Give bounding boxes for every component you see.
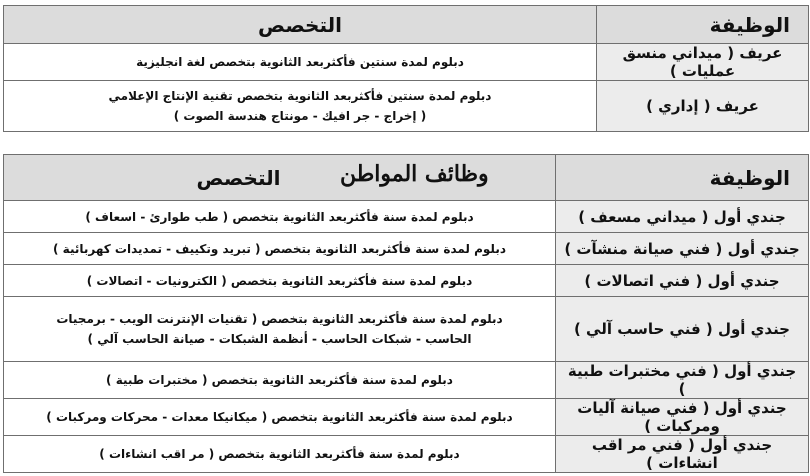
table-header-row: [4, 6, 809, 44]
jobs-table-1: [3, 5, 809, 132]
specialization-line: دبلوم لمدة سنة فأكثربعد الثانوية بتخصص ( الكترونيات - اتصالات ): [86, 273, 473, 288]
job-title-cell: جندي أول ( ميداني مسعف ): [556, 201, 809, 233]
table-row: [4, 44, 809, 81]
job-title-cell: جندي أول ( فني مر اقب انشاءات ): [556, 436, 809, 473]
specialization-cell: [4, 201, 556, 233]
specialization-line: دبلوم لمدة سنة فأكثربعد الثانوية بتخصص ( ميكانيكا معدات - محركات ومركبات ): [46, 410, 513, 424]
table-row: [4, 436, 809, 473]
table-row: [4, 201, 809, 233]
job-title-cell: جندي أول ( فني حاسب آلي ): [556, 297, 809, 362]
specialization-line: دبلوم لمدة سنتين فأكثربعد الثانوية بتخصص تقنية الإنتاج الإعلامي: [108, 89, 492, 103]
specialization-column-header: التخصص: [4, 6, 597, 44]
table-row: [4, 399, 809, 436]
table-row: [4, 233, 809, 265]
job-column-header: الوظيفة: [556, 155, 809, 201]
specialization-cell: [4, 233, 556, 265]
specialization-line: دبلوم لمدة سنة فأكثربعد الثانوية بتخصص ( طب طوارئ - اسعاف ): [85, 209, 474, 224]
specialization-cell: [4, 399, 556, 436]
specialization-line: دبلوم لمدة سنة فأكثربعد الثانوية بتخصص ( تبريد وتكييف - تمديدات كهربائية ): [53, 241, 506, 256]
job-title-cell: جندي أول ( فني اتصالات ): [556, 265, 809, 297]
jobs-table-2: [3, 154, 809, 473]
table-row: [4, 81, 809, 132]
specialization-line: ( إخراج - جر افيك - مونتاج هندسة الصوت ): [173, 109, 427, 123]
citizen-jobs-title: وظائف المواطن: [340, 161, 489, 187]
job-column-header: الوظيفة: [597, 6, 809, 44]
table-row: [4, 265, 809, 297]
job-title-cell: جندي أول ( فني مختبرات طبية ): [556, 362, 809, 399]
job-title-cell: جندي أول ( فني صيانة منشآت ): [556, 233, 809, 265]
table-row: [4, 297, 809, 362]
specialization-cell: [4, 436, 556, 473]
specialization-cell: [4, 297, 556, 362]
specialization-cell: [4, 265, 556, 297]
specialization-cell: [4, 362, 556, 399]
table-row: [4, 362, 809, 399]
specialization-cell: [4, 44, 597, 81]
specialization-line: دبلوم لمدة سنة فأكثربعد الثانوية بتخصص ( تقنيات الإنترنت الويب - برمجيات: [56, 312, 503, 326]
specialization-line: الحاسب - شبكات الحاسب - أنظمة الشبكات - صيانة الحاسب آلي ): [87, 332, 472, 346]
job-title-cell: عريف ( ميداني منسق عمليات ): [597, 44, 809, 81]
specialization-line: دبلوم لمدة سنة فأكثربعد الثانوية بتخصص ( مختبرات طبية ): [106, 373, 453, 387]
specialization-line: دبلوم لمدة سنتين فأكثربعد الثانوية بتخصص لغة انجليزية: [136, 55, 464, 69]
job-title-cell: جندي أول ( فني صيانة آليات ومركبات ): [556, 399, 809, 436]
specialization-cell: [4, 81, 597, 132]
specialization-column-header: التخصص: [4, 155, 556, 201]
specialization-line: دبلوم لمدة سنة فأكثربعد الثانوية بتخصص ( مر اقب انشاءات ): [99, 447, 460, 461]
job-title-cell: عريف ( إداري ): [597, 81, 809, 132]
